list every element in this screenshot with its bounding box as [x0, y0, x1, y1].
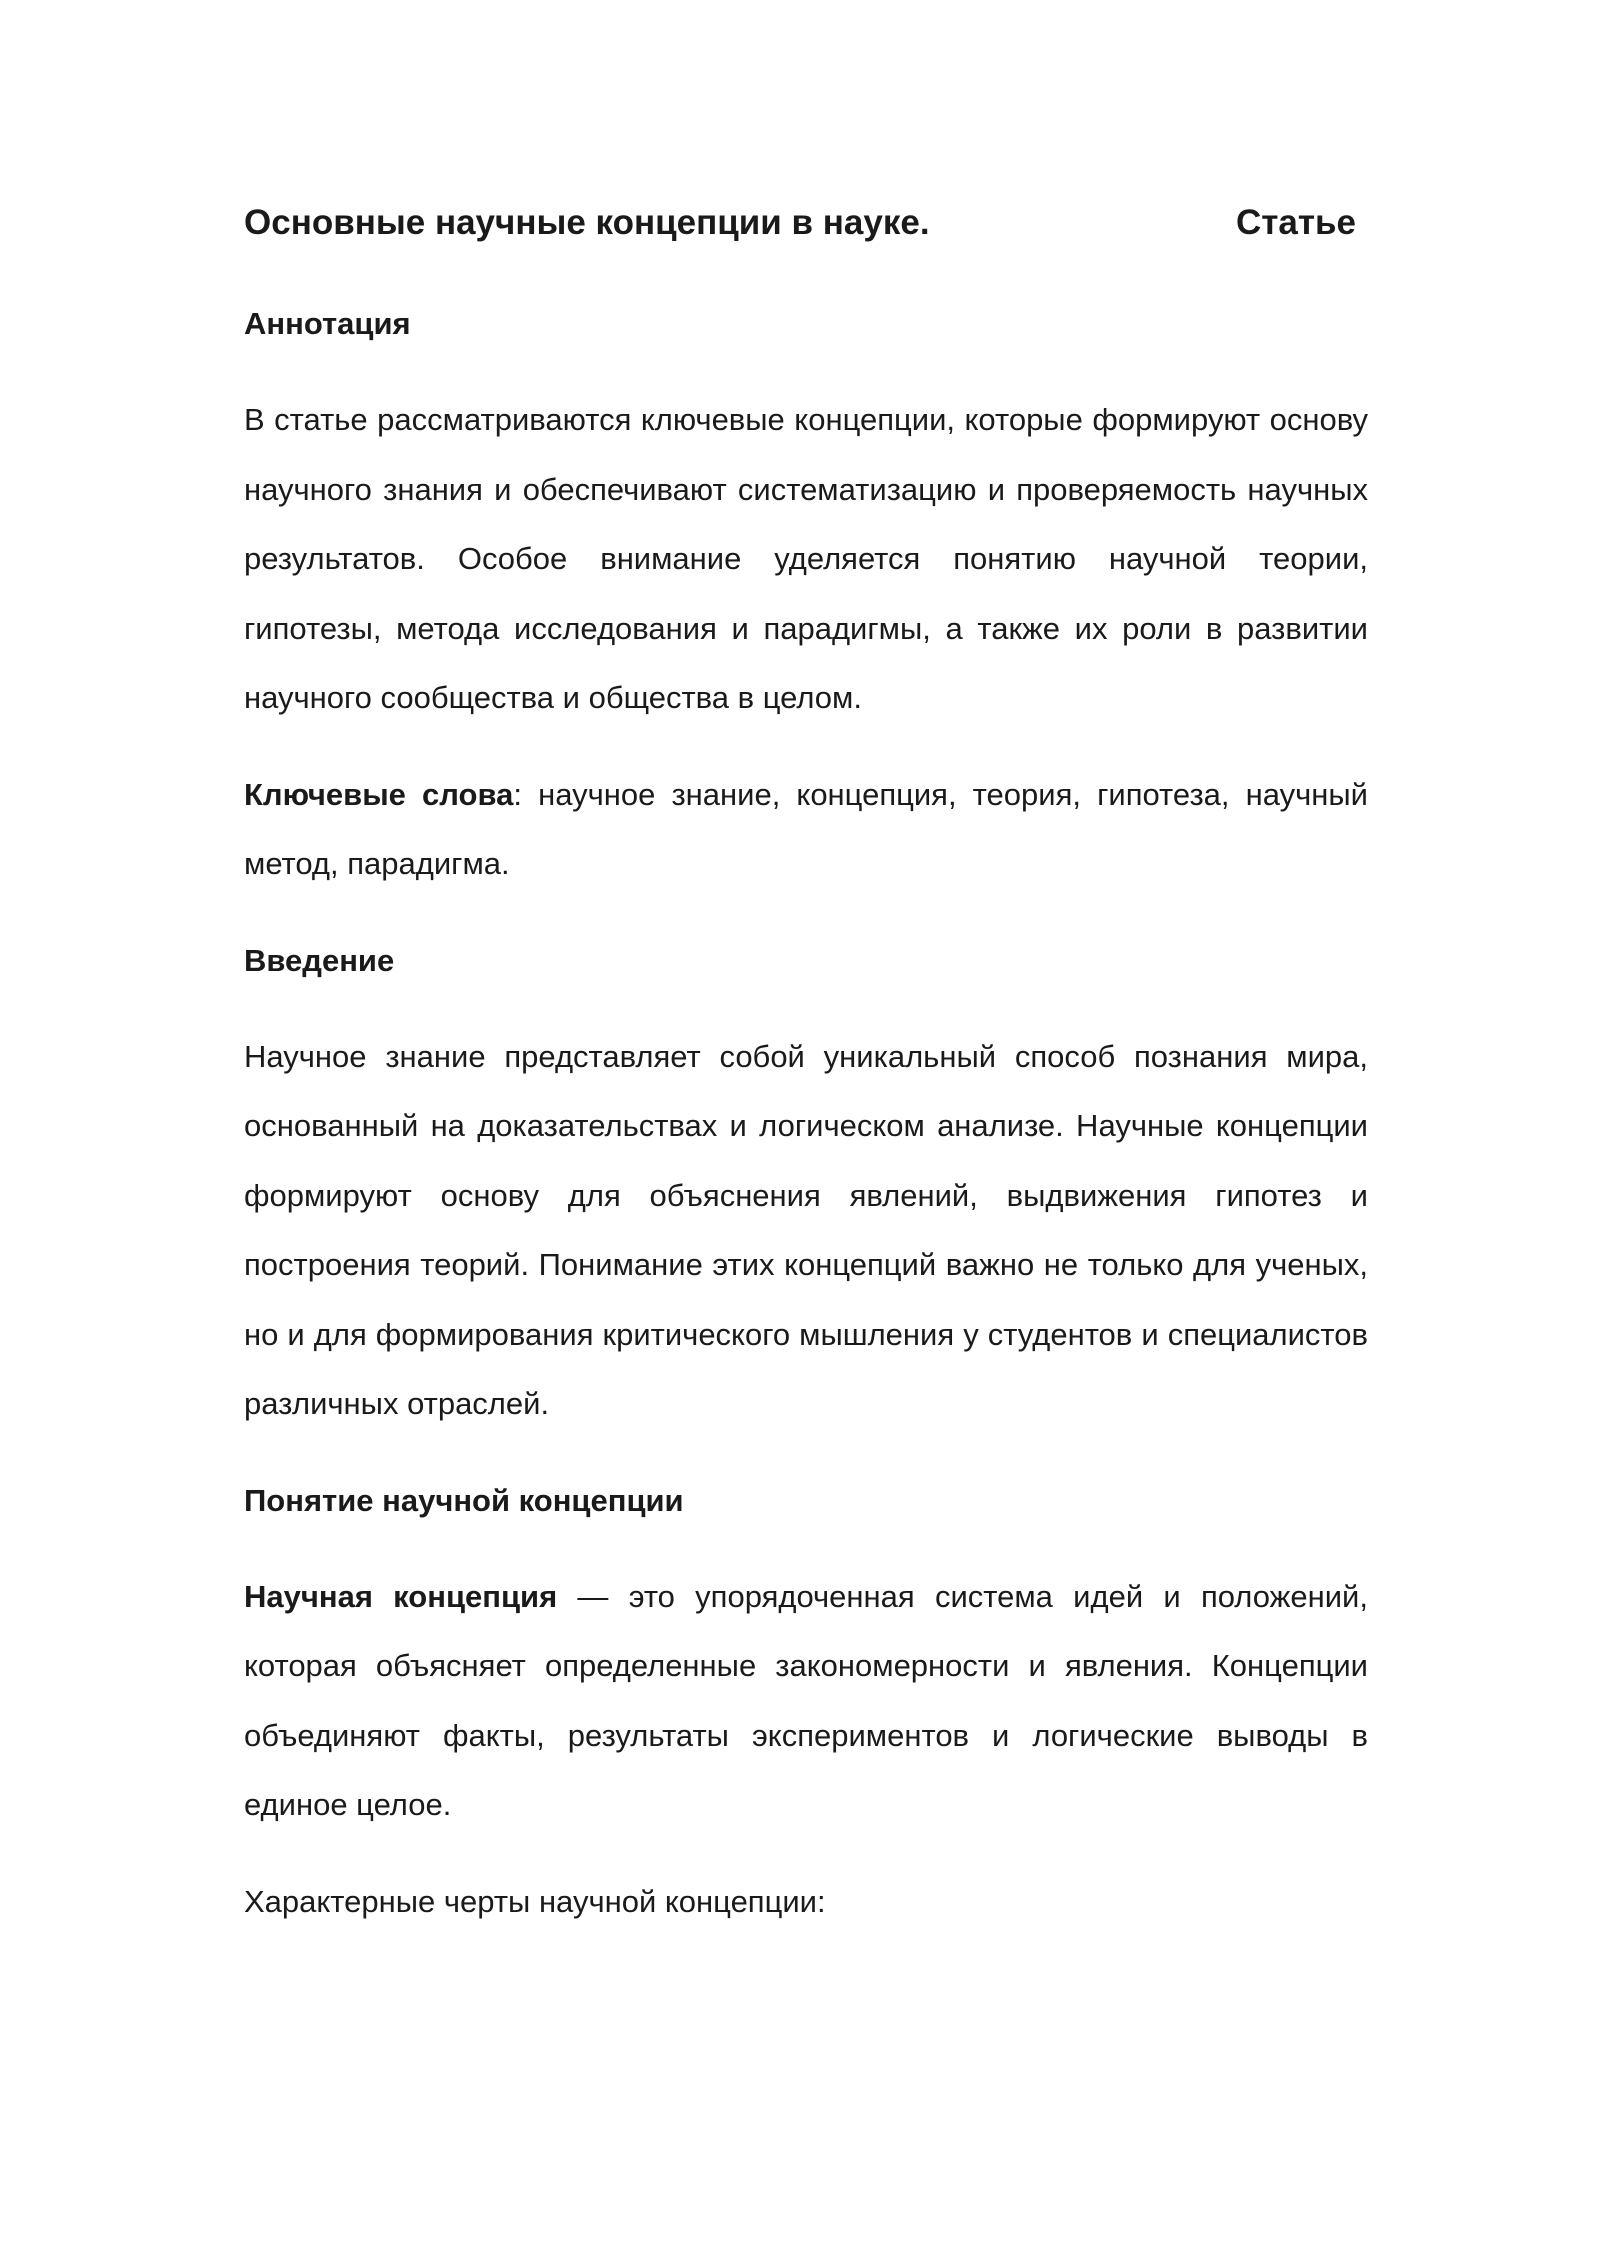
document-title-row — [244, 195, 1356, 251]
abstract-paragraph: В статье рассматриваются ключевые концепции, которые формируют основу научного знания и обеспечивают систематизацию и проверяемость научных результатов. Особое внимание уделяется понятию научной теории, гипотезы, метода исследования и парадигмы, а также их роли в развитии научного сообщества и общества в целом. — [244, 402, 1368, 715]
introduction-paragraph: Научное знание представляет собой уникальный способ познания мира, основанный на доказательствах и логическом анализе. Научные концепции формируют основу для объяснения явлений, выдвижения гипотез и построения теорий. Понимание этих концепций важно не только для ученых, но и для формирования критического мышления у студентов и специалистов различных отраслей. — [244, 1038, 1368, 1421]
concept-heading: Понятие научной концепции — [244, 1482, 684, 1518]
concept-term: Научная концепция — [244, 1578, 558, 1614]
introduction-heading: Введение — [244, 942, 395, 978]
keywords-text: : научное знание, концепция, теория, гипотеза, научный метод, парадигма. — [244, 776, 1368, 881]
features-intro: Характерные черты научной концепции: — [244, 1883, 826, 1919]
concept-definition: — это упорядоченная система идей и положений, которая объясняет определенные закономерности и явления. Концепции объединяют факты, результаты экспериментов и логические выводы в единое целое. — [244, 1578, 1368, 1822]
keywords-paragraph — [244, 760, 1368, 899]
document-title: Основные научные концепции в науке. — [244, 203, 930, 242]
abstract-heading: Аннотация — [244, 306, 411, 341]
document-title-right: Статье — [1235, 203, 1356, 242]
keywords-label: Ключевые слова — [244, 776, 514, 812]
document-body — [244, 195, 1368, 1963]
concept-definition-paragraph — [244, 1562, 1368, 1840]
